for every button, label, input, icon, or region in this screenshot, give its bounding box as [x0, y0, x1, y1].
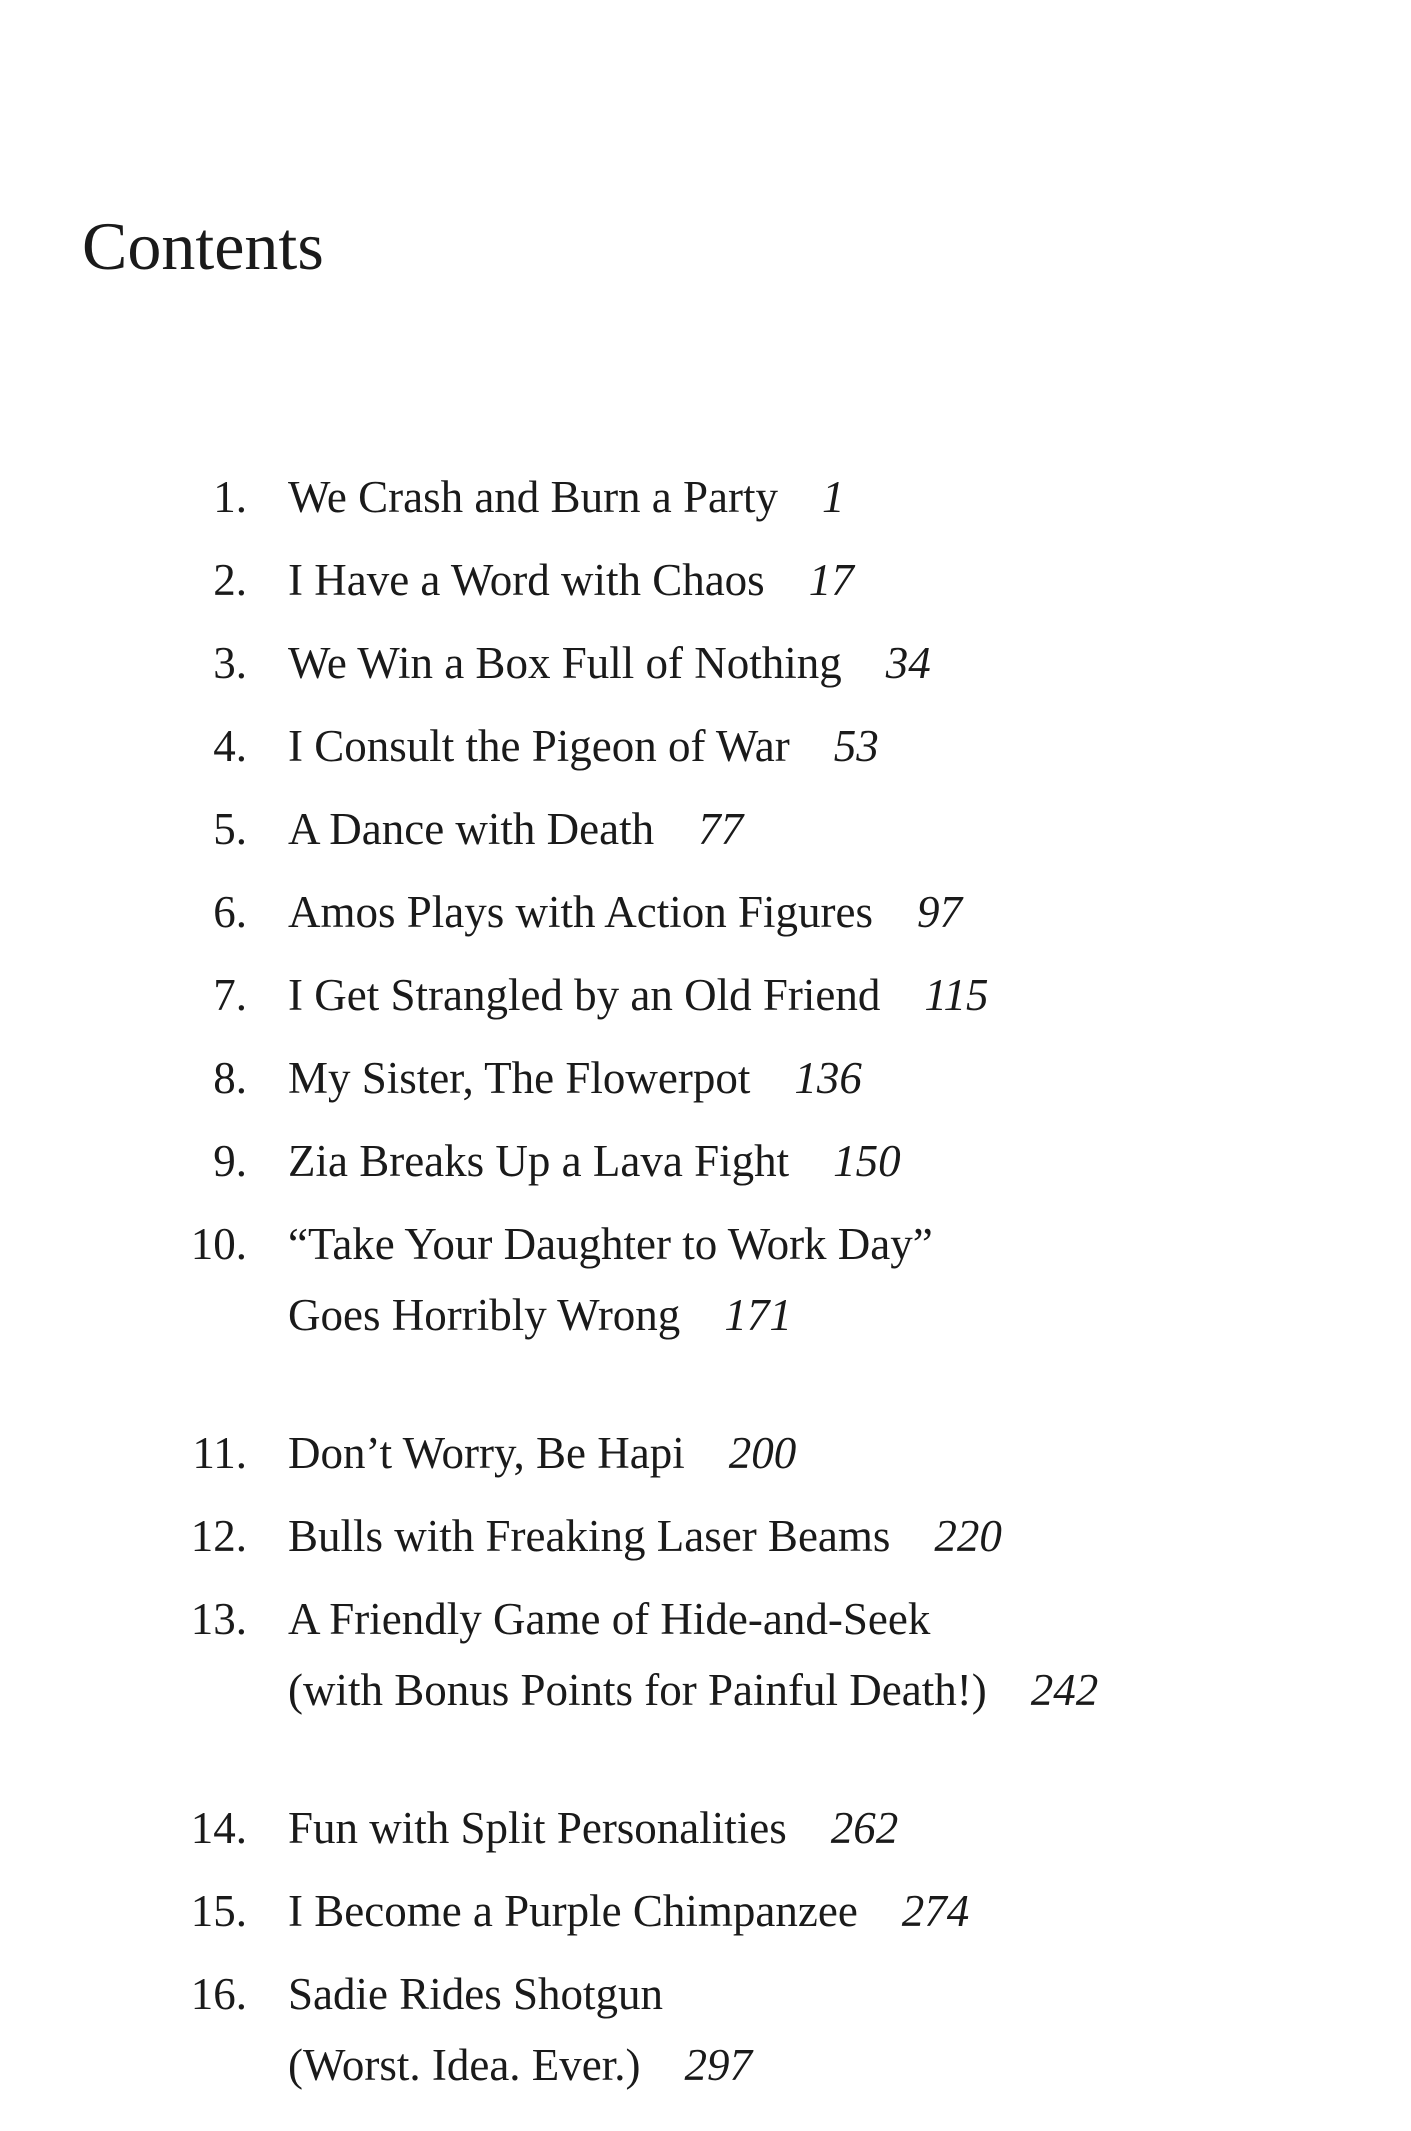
page-number: 136: [794, 1053, 862, 1103]
page-number: 150: [833, 1136, 901, 1186]
chapter-number: 11.: [192, 1428, 247, 1478]
page-number: 200: [728, 1428, 797, 1478]
chapter-title: [288, 1209, 933, 1351]
page-number: 274: [901, 1886, 970, 1936]
page-number: 97: [917, 887, 963, 937]
chapter-title-text: I Have a Word with Chaos: [288, 555, 765, 605]
chapter-title-text: I Become a Purple Chimpanzee: [288, 1886, 858, 1936]
page-number: 220: [934, 1511, 1002, 1561]
page-number: 77: [698, 804, 744, 854]
chapter-title-text: My Sister, The Flowerpot: [288, 1053, 751, 1103]
chapter-title: [288, 1959, 752, 2101]
chapter-title-text: A Dance with Death: [288, 804, 655, 854]
chapter-title-text: Fun with Split Personalities: [288, 1803, 787, 1853]
chapter-title-line: [288, 1501, 1002, 1572]
chapter-title-text: I Consult the Pigeon of War: [288, 721, 790, 771]
page-number: 1: [822, 472, 845, 522]
chapter-number: 12.: [190, 1511, 247, 1561]
chapter-title: [288, 1043, 862, 1114]
chapter-number: 15.: [190, 1886, 247, 1936]
chapter-title: [288, 1876, 969, 1947]
chapter-title-text: We Crash and Burn a Party: [288, 472, 779, 522]
chapter-number: 10.: [190, 1219, 247, 1269]
chapter-title-line: [288, 1209, 933, 1280]
chapter-title-text: Goes Horribly Wrong: [288, 1290, 681, 1340]
chapter-title-text: A Friendly Game of Hide-and-Seek: [288, 1594, 931, 1644]
page-number: 242: [1030, 1665, 1099, 1715]
chapter-number: 1.: [213, 472, 247, 522]
chapter-title-line: [288, 1043, 862, 1114]
chapter-title-text: Don’t Worry, Be Hapi: [288, 1428, 685, 1478]
chapter-title-text: (Worst. Idea. Ever.): [288, 2040, 641, 2090]
chapter-title-text: I Get Strangled by an Old Friend: [288, 970, 881, 1020]
page-number: 297: [684, 2040, 752, 2090]
page-number: 53: [833, 721, 879, 771]
chapter-number: 2.: [213, 555, 247, 605]
chapter-title: [288, 711, 879, 782]
chapter-title: [288, 1501, 1002, 1572]
chapter-title-line: [288, 711, 879, 782]
chapter-title-text: “Take Your Daughter to Work Day”: [288, 1219, 933, 1269]
chapter-title: [288, 794, 743, 865]
chapter-number: 9.: [213, 1136, 247, 1186]
chapter-title-text: Bulls with Freaking Laser Beams: [288, 1511, 891, 1561]
chapter-number: 14.: [190, 1803, 247, 1853]
chapter-title-text: Amos Plays with Action Figures: [288, 887, 874, 937]
chapter-title-text: We Win a Box Full of Nothing: [288, 638, 842, 688]
chapter-title-line: [288, 545, 854, 616]
chapter-title-text: Zia Breaks Up a Lava Fight: [288, 1136, 790, 1186]
chapter-title-line: [288, 1655, 1098, 1726]
page-number: 262: [830, 1803, 899, 1853]
chapter-title: [288, 628, 931, 699]
chapter-title-line: [288, 877, 962, 948]
chapter-title-line: [288, 1959, 752, 2030]
chapter-title-line: [288, 794, 743, 865]
chapter-title-line: [288, 1126, 901, 1197]
chapter-title: [288, 462, 845, 533]
chapter-number: 3.: [213, 638, 247, 688]
chapter-number: 8.: [213, 1053, 247, 1103]
chapter-title-line: [288, 2030, 752, 2101]
page-number: 115: [924, 970, 989, 1020]
chapter-number: 13.: [190, 1594, 247, 1644]
chapter-number: 7.: [213, 970, 247, 1020]
chapter-number: 5.: [213, 804, 247, 854]
chapter-title: [288, 1418, 796, 1489]
contents-heading: Contents: [82, 208, 324, 284]
chapter-title: [288, 1126, 901, 1197]
chapter-title: [288, 877, 962, 948]
chapter-title: [288, 960, 989, 1031]
chapter-title-line: [288, 1418, 796, 1489]
chapter-title-text: (with Bonus Points for Painful Death!): [288, 1665, 987, 1715]
page-number: 171: [724, 1290, 792, 1340]
page-number: 34: [885, 638, 931, 688]
page-number: 17: [808, 555, 854, 605]
chapter-title-line: [288, 1584, 1098, 1655]
chapter-title-line: [288, 960, 989, 1031]
chapter-number: 4.: [213, 721, 247, 771]
chapter-number: 6.: [213, 887, 247, 937]
chapter-title: [288, 1793, 898, 1864]
chapter-title-text: Sadie Rides Shotgun: [288, 1969, 664, 2019]
chapter-title-line: [288, 628, 931, 699]
chapter-title: [288, 1584, 1098, 1726]
chapter-title-line: [288, 462, 845, 533]
chapter-title: [288, 545, 854, 616]
chapter-title-line: [288, 1793, 898, 1864]
chapter-title-line: [288, 1280, 933, 1351]
chapter-number: 16.: [190, 1969, 247, 2019]
chapter-title-line: [288, 1876, 969, 1947]
